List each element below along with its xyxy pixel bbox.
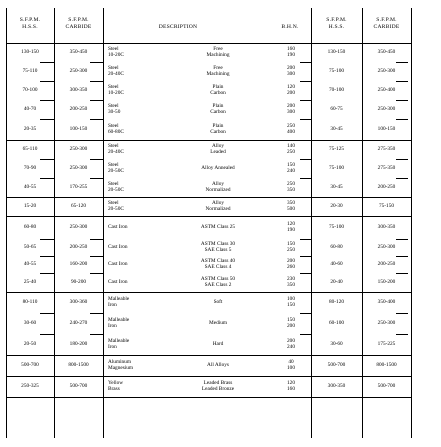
cell-car-l: 200-250 <box>69 105 88 112</box>
cell-car-l: 250-300 <box>69 223 88 230</box>
row-tick <box>396 273 408 274</box>
row-tick <box>300 292 311 293</box>
cell-mat: Steel 20-40C <box>108 65 124 78</box>
cell-car-r: 150-200 <box>377 278 396 285</box>
cell-hss-l: 15-20 <box>23 202 37 209</box>
cell-mat: Cast Iron <box>108 244 128 251</box>
row-tick <box>300 140 311 141</box>
row-tick <box>300 62 311 63</box>
cell-kind: ASTM Class 30 SAE Class 5 <box>200 241 236 254</box>
row-separator <box>6 292 411 293</box>
cell-kind: ASTM Class 25 <box>200 224 236 231</box>
cell-car-l: 100-150 <box>69 125 88 132</box>
cell-hss-r: 75-125 <box>328 145 344 152</box>
row-tick <box>40 178 54 179</box>
cell-bhn: 160 190 <box>287 46 295 59</box>
row-tick <box>396 376 408 377</box>
cell-bhn: 100 150 <box>287 296 295 309</box>
cell-hss-r: 75-100 <box>328 164 344 171</box>
cell-hss-r: 300-350 <box>327 382 346 389</box>
row-tick <box>90 256 103 257</box>
header-sfpm-carbide-left: S.F.P.M. CARBIDE <box>65 17 92 30</box>
row-tick <box>396 334 408 335</box>
row-tick <box>40 292 54 293</box>
cell-bhn: 120 160 <box>287 380 295 393</box>
col-divider <box>411 8 412 438</box>
row-tick <box>40 100 54 101</box>
cell-car-r: 250-300 <box>377 105 396 112</box>
row-tick <box>396 100 408 101</box>
row-tick <box>90 100 103 101</box>
row-tick <box>396 140 408 141</box>
header-bhn: B.H.N. <box>281 24 299 30</box>
cell-bhn: 140 250 <box>287 143 295 156</box>
row-tick <box>40 355 54 356</box>
row-tick <box>40 313 54 314</box>
row-tick <box>396 292 408 293</box>
cell-hss-l: 40-70 <box>23 105 37 112</box>
cell-hss-r: 500-700 <box>327 361 346 368</box>
row-tick <box>396 81 408 82</box>
row-separator <box>6 376 411 377</box>
cell-mat: Malleable Iron <box>108 296 130 309</box>
row-tick <box>40 273 54 274</box>
row-tick <box>300 313 311 314</box>
cell-hss-r: 30-60 <box>330 340 343 347</box>
row-tick <box>90 292 103 293</box>
row-tick <box>90 81 103 82</box>
cell-car-r: 350-400 <box>377 298 396 305</box>
cell-hss-l: 20-35 <box>23 125 37 132</box>
header-sfpm-hss-right: S.F.P.M. H.S.S. <box>326 17 347 30</box>
cell-kind: Alloy Normalized <box>205 200 231 213</box>
row-tick <box>396 256 408 257</box>
cell-hss-r: 75-100 <box>328 67 344 74</box>
cell-kind: Free Machining <box>206 65 230 78</box>
cell-kind: Leaded Brass Leaded Bronze <box>201 380 235 393</box>
row-tick <box>90 355 103 356</box>
cell-car-l: 300-350 <box>69 86 88 93</box>
cell-kind: Medium <box>209 320 227 327</box>
cell-kind: Alloy Normalized <box>205 181 231 194</box>
cell-car-r: 200-250 <box>377 260 396 267</box>
header-sfpm-carbide-right: S.F.P.M. CARBIDE <box>373 17 400 30</box>
cell-mat: Cast Iron <box>108 224 128 231</box>
row-tick <box>300 197 311 198</box>
row-tick <box>40 256 54 257</box>
cell-mat: Cast Iron <box>108 261 128 268</box>
cell-mat: Steel 60-80C <box>108 123 124 136</box>
row-tick <box>40 216 54 217</box>
row-tick <box>40 119 54 120</box>
row-tick <box>396 239 408 240</box>
cell-mat: Steel 20-50C <box>108 162 124 175</box>
row-tick <box>300 376 311 377</box>
cell-bhn: 200 240 <box>287 338 295 351</box>
cell-hss-r: 60-80 <box>330 243 343 250</box>
cell-hss-l: 75-110 <box>22 67 38 74</box>
cell-bhn: 200 300 <box>287 103 295 116</box>
cell-car-l: 180-200 <box>69 340 88 347</box>
cell-bhn: 120 200 <box>287 84 295 97</box>
cell-mat: Cast Iron <box>108 279 128 286</box>
row-separator <box>6 216 411 217</box>
cell-kind: Plain Carbon <box>210 123 226 136</box>
cell-mat: Steel 20-40C <box>108 143 124 156</box>
row-tick <box>300 159 311 160</box>
cell-hss-r: 130-150 <box>327 48 346 55</box>
cell-car-r: 350-450 <box>377 48 396 55</box>
row-tick <box>40 62 54 63</box>
cell-mat: Steel 30-50 <box>108 103 121 116</box>
cell-mat: Aluminum Magnesium <box>108 359 134 372</box>
cell-car-l: 160-200 <box>69 260 88 267</box>
cell-hss-r: 20-40 <box>330 278 343 285</box>
cell-mat: Malleable Iron <box>108 338 130 351</box>
row-separator <box>6 43 411 44</box>
cell-bhn: 120 190 <box>287 221 295 234</box>
row-tick <box>300 239 311 240</box>
cell-car-r: 75-150 <box>378 202 394 209</box>
cell-hss-r: 60-100 <box>328 319 344 326</box>
cell-hss-r: 40-60 <box>330 260 343 267</box>
cell-mat: Steel 10-20C <box>108 84 124 97</box>
cell-hss-l: 250-325 <box>21 382 39 389</box>
cell-car-l: 350-450 <box>69 48 88 55</box>
cell-hss-l: 40-55 <box>23 183 37 190</box>
cell-car-l: 300-360 <box>69 298 88 305</box>
row-tick <box>396 197 408 198</box>
row-tick <box>40 334 54 335</box>
cell-kind: Free Machining <box>206 46 230 59</box>
cell-mat: Steel 10-20C <box>108 46 124 59</box>
cell-hss-l: 130-150 <box>21 48 39 55</box>
row-separator <box>6 397 411 398</box>
cell-bhn: 150 200 <box>287 317 295 330</box>
cell-car-l: 800-1500 <box>68 361 89 368</box>
cell-car-l: 200-250 <box>69 243 88 250</box>
row-tick <box>90 119 103 120</box>
cell-kind: All Alloys <box>207 362 229 369</box>
cell-kind: ASTM Class 40 SAE Class 4 <box>200 258 236 271</box>
cell-car-r: 200-250 <box>377 183 396 190</box>
cell-kind: ASTM Class 50 SAE Class 2 <box>200 276 236 289</box>
cell-hss-r: 80-120 <box>328 298 344 305</box>
cell-hss-l: 70-90 <box>23 164 37 171</box>
row-tick <box>40 159 54 160</box>
cell-kind: Plain Carbon <box>210 84 226 97</box>
cell-car-r: 275-350 <box>377 164 396 171</box>
cell-hss-l: 40-55 <box>23 260 37 267</box>
cell-hss-r: 20-30 <box>330 202 343 209</box>
cell-hss-l: 500-700 <box>21 361 39 368</box>
row-tick <box>300 273 311 274</box>
cell-car-r: 250-400 <box>377 86 396 93</box>
cell-car-l: 500-700 <box>69 382 88 389</box>
row-tick <box>90 178 103 179</box>
row-tick <box>300 119 311 120</box>
cell-car-l: 90-200 <box>70 278 86 285</box>
cell-hss-l: 65-110 <box>22 145 38 152</box>
row-tick <box>300 334 311 335</box>
cell-hss-r: 30-45 <box>330 183 343 190</box>
row-tick <box>40 81 54 82</box>
row-tick <box>40 140 54 141</box>
cell-bhn: 200 300 <box>287 65 295 78</box>
row-tick <box>300 355 311 356</box>
cell-hss-l: 60-80 <box>23 223 37 230</box>
row-tick <box>396 355 408 356</box>
cell-hss-l: 70-100 <box>22 86 38 93</box>
row-tick <box>90 159 103 160</box>
row-tick <box>396 313 408 314</box>
cell-kind: Alloy Leaded <box>210 143 226 156</box>
cell-bhn: 230 350 <box>287 276 295 289</box>
row-tick <box>40 197 54 198</box>
row-separator <box>6 355 411 356</box>
row-tick <box>396 216 408 217</box>
cell-hss-l: 50-65 <box>23 243 37 250</box>
cell-car-r: 250-300 <box>377 319 396 326</box>
cell-car-r: 100-150 <box>377 125 396 132</box>
row-tick <box>396 159 408 160</box>
row-tick <box>300 178 311 179</box>
header-sfpm-hss-left: S.F.P.M. H.S.S. <box>19 17 41 30</box>
row-tick <box>300 256 311 257</box>
cell-bhn: 200 260 <box>287 258 295 271</box>
cell-car-l: 250-300 <box>69 164 88 171</box>
cell-car-r: 800-1500 <box>376 361 397 368</box>
cell-car-l: 250-300 <box>69 145 88 152</box>
cell-bhn: 150 250 <box>287 241 295 254</box>
row-tick <box>90 216 103 217</box>
cell-car-l: 240-270 <box>69 319 88 326</box>
row-tick <box>90 140 103 141</box>
cell-mat: Malleable Iron <box>108 317 130 330</box>
row-separator <box>6 197 411 198</box>
cell-mat: Yellow Brass <box>108 380 124 393</box>
cell-hss-l: 80-110 <box>22 298 38 305</box>
cell-kind: Hard <box>212 341 224 348</box>
cell-hss-l: 25-40 <box>23 278 37 285</box>
cell-car-r: 250-300 <box>377 67 396 74</box>
cell-car-l: 250-300 <box>69 67 88 74</box>
cell-mat: Steel 20-50C <box>108 200 124 213</box>
row-tick <box>396 119 408 120</box>
row-separator <box>6 140 411 141</box>
row-tick <box>90 334 103 335</box>
cell-car-r: 500-700 <box>377 382 396 389</box>
row-tick <box>40 376 54 377</box>
cell-hss-r: 70-100 <box>328 86 344 93</box>
cell-car-r: 250-300 <box>377 243 396 250</box>
cell-bhn: 250 350 <box>287 181 295 194</box>
row-tick <box>300 81 311 82</box>
row-tick <box>300 100 311 101</box>
row-tick <box>396 178 408 179</box>
cell-hss-l: 30-60 <box>23 319 37 326</box>
cell-bhn: 250 400 <box>287 123 295 136</box>
row-tick <box>90 376 103 377</box>
row-tick <box>90 197 103 198</box>
cell-hss-r: 60-75 <box>330 105 343 112</box>
cell-bhn: 40 100 <box>287 359 295 372</box>
cell-car-r: 275-350 <box>377 145 396 152</box>
cell-bhn: 350 500 <box>287 200 295 213</box>
cell-kind: Plain Carbon <box>210 103 226 116</box>
cell-hss-r: 75-100 <box>328 223 344 230</box>
row-tick <box>90 239 103 240</box>
col-divider <box>103 8 104 438</box>
cell-car-r: 300-350 <box>377 223 396 230</box>
cell-kind: Soft <box>213 299 223 306</box>
cell-mat: Steel 20-50C <box>108 181 124 194</box>
cell-car-r: 175-225 <box>377 340 396 347</box>
row-tick <box>90 62 103 63</box>
cell-kind: Alloy Annealed <box>201 165 235 172</box>
cell-hss-r: 30-45 <box>330 125 343 132</box>
row-tick <box>40 239 54 240</box>
row-tick <box>396 62 408 63</box>
row-tick <box>90 313 103 314</box>
cell-hss-l: 20-50 <box>23 340 37 347</box>
cell-car-l: 65-120 <box>70 202 86 209</box>
header-description: DESCRIPTION <box>158 24 198 30</box>
row-tick <box>300 216 311 217</box>
cell-bhn: 150 240 <box>287 162 295 175</box>
row-tick <box>90 273 103 274</box>
cell-car-l: 170-255 <box>69 183 88 190</box>
